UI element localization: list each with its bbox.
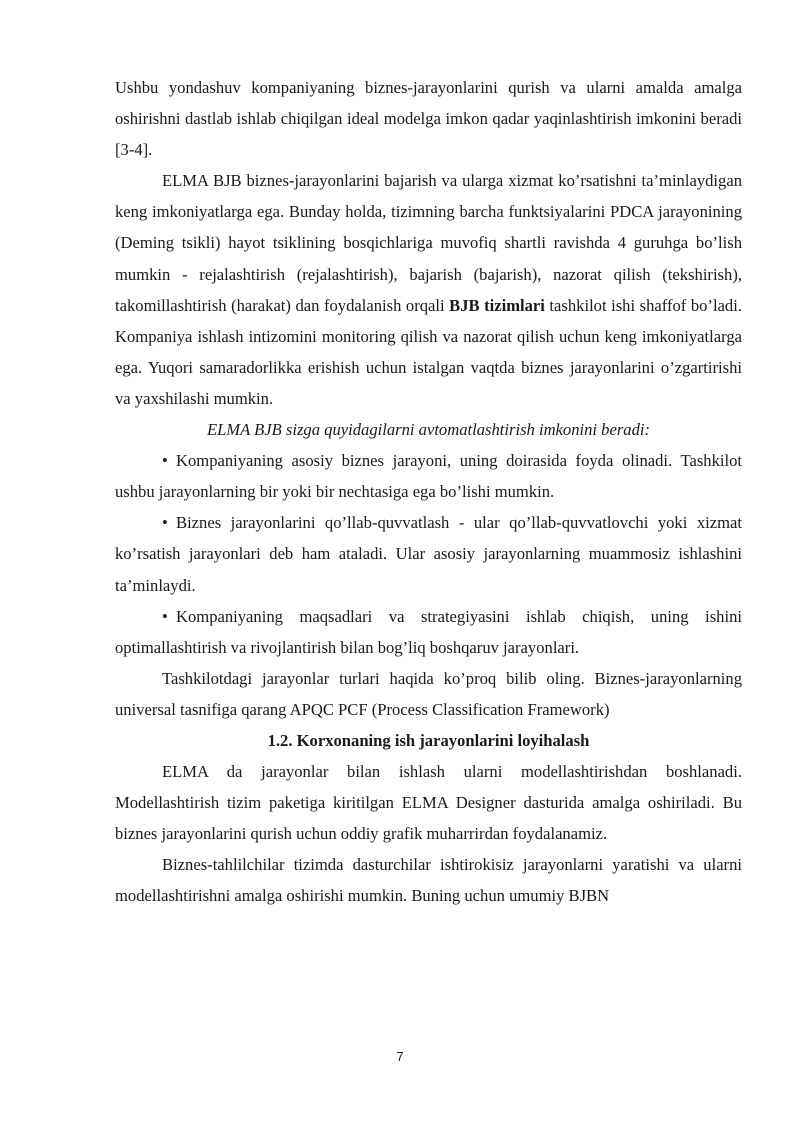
paragraph-elma-text-end: tashkilot ishi shaffof bo’ladi. Kompaniya ishlash intizomini monitoring qilish va nazorat qilish uchun keng imkoniyatlarga ega. Yuqori samaradorlikka erishish uchun istalgan vaqtda biznes jarayonlarini o’zgartirishi va yaxshilashi mumkin. <box>115 295 742 408</box>
automation-intro-italic: ELMA BJB sizga quyidagilarni avtomatlashtirish imkonini beradi: <box>206 420 651 440</box>
paragraph-intro: Ushbu yondashuv kompaniyaning biznes-jarayonlarini qurish va ularni amalda amalga oshirishni dastlab ishlab chiqilgan ideal modelga imkon qadar yaqinlashtirish imkonini beradi [3-4]. <box>115 78 742 160</box>
bullet-item-support-process <box>115 507 742 600</box>
page-number: 7 <box>396 1049 404 1064</box>
bjb-systems-bold-term: BJB tizimlari <box>449 295 545 315</box>
paragraph-elma-text-start: ELMA BJB biznes-jarayonlarini bajarish va ularga xizmat ko’rsatishni ta’minlaydigan keng imkoniyatlarga ega. Bunday holda, tizimning barcha funktsiyalarini PDCA jarayonining (Deming tsikli) hayot tsiklining bosqichlariga muvofiq shartli ravishda 4 guruhga bo’lish mumkin - rejalashtirish (rejalashtirish), bajarish (bajarish), nazorat qilish (tekshirish), takomillashtirish (harakat) dan foydalanish orqali <box>115 171 742 315</box>
bullet-dot-icon: • <box>162 451 168 471</box>
paragraph-modelling: ELMA da jarayonlar bilan ishlash ularni modellashtirishdan boshlanadi. Modellashtirish tizim paketiga kiritilgan ELMA Designer dasturida amalga oshiriladi. Bu biznes jarayonlarini qurish uchun oddiy grafik muharrirdan foydalanamiz. <box>115 762 742 844</box>
bullet-item-core-process <box>115 445 742 507</box>
bullet-item-text: Kompaniyaning asosiy biznes jarayoni, uning doirasida foyda olinadi. Tashkilot ushbu jarayonlarning bir yoki bir nechtasiga ega bo’lishi mumkin. <box>115 451 742 502</box>
paragraph-process-types: Tashkilotdagi jarayonlar turlari haqida ko’proq bilib oling. Biznes-jarayonlarning universal tasnifiga qarang APQC PCF (Process Classification Framework) <box>115 668 742 719</box>
section-heading: 1.2. Korxonaning ish jarayonlarini loyihalash <box>267 730 590 750</box>
bullet-item-text: Biznes jarayonlarini qo’llab-quvvatlash - ular qo’llab-quvvatlovchi yoki xizmat ko’rsatish jarayonlari deb ham ataladi. Ular asosiy jarayonlarning muammosiz ishlashini ta’minlaydi. <box>115 513 742 595</box>
document-page <box>115 72 742 912</box>
bullet-dot-icon: • <box>162 606 168 626</box>
bullet-dot-icon: • <box>162 513 168 533</box>
paragraph-elma-capabilities <box>115 165 742 414</box>
paragraph-business-analysts: Biznes-tahlilchilar tizimda dasturchilar ishtirokisiz jarayonlarni yaratishi va ularni modellashtirishni amalga oshirishi mumkin. Buning uchun umumiy BJBN <box>115 855 742 906</box>
bullet-item-text: Kompaniyaning maqsadlari va strategiyasini ishlab chiqish, uning ishini optimallashtirish va rivojlantirish bilan bog’liq boshqaruv jarayonlari. <box>115 606 742 657</box>
bullet-item-management-process <box>115 601 742 663</box>
